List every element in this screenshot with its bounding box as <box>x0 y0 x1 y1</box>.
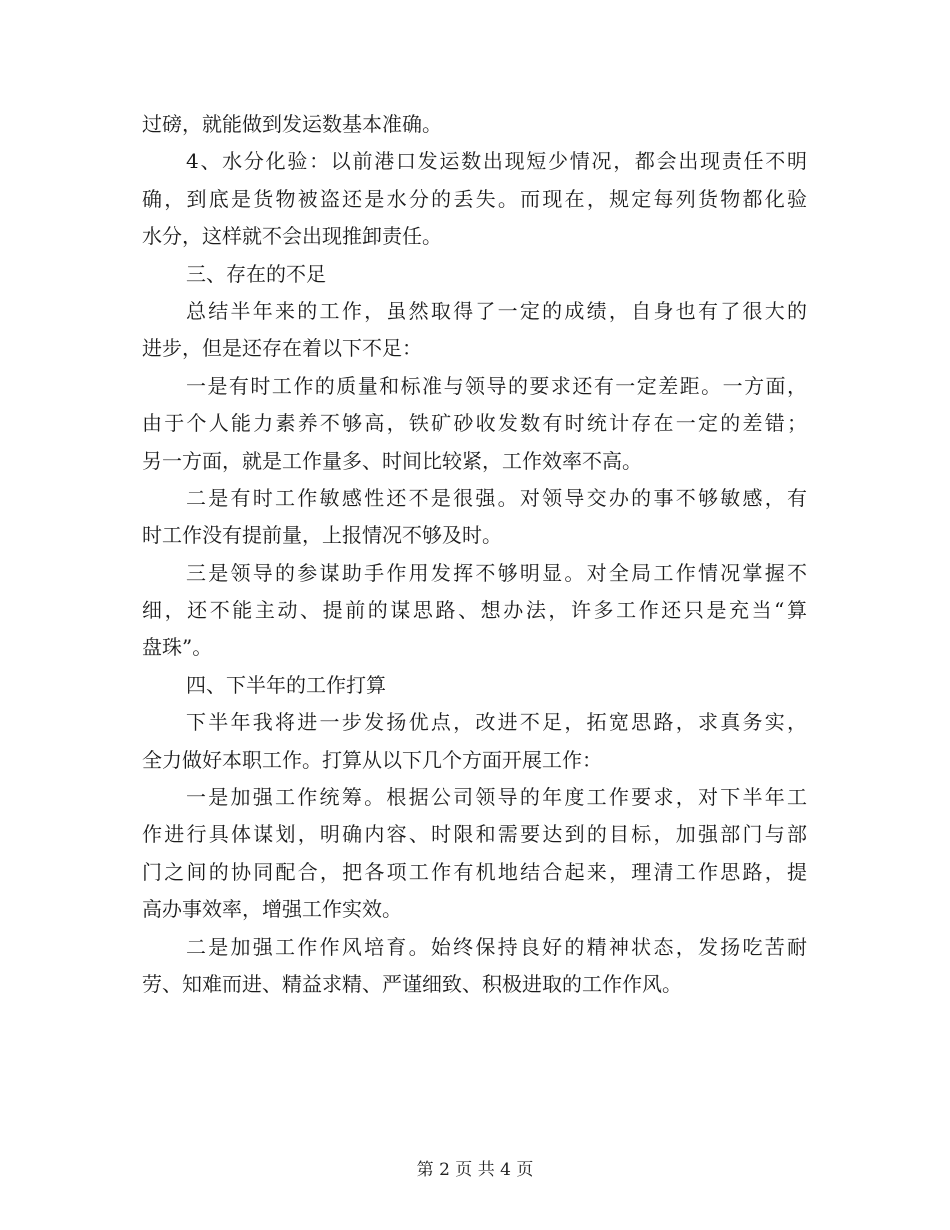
paragraph-line: 4、水分化验：以前港口发运数出现短少情况，都会出现责任不明 <box>186 149 807 174</box>
paragraph-line: 盘珠”。 <box>142 635 213 660</box>
paragraph-line: 总结半年来的工作，虽然取得了一定的成绩，自身也有了很大的 <box>186 298 807 323</box>
paragraph-line: 确，到底是货物被盗还是水分的丢失。而现在，规定每列货物都化验 <box>142 186 807 211</box>
paragraph-line: 二是加强工作作风培育。始终保持良好的精神状态，发扬吃苦耐 <box>186 934 807 959</box>
document-body <box>142 106 807 1003</box>
paragraph-line: 三是领导的参谋助手作用发挥不够明显。对全局工作情况掌握不 <box>186 560 807 585</box>
paragraph-line: 一是加强工作统筹。根据公司领导的年度工作要求，对下半年工 <box>186 785 807 810</box>
paragraph-line: 另一方面，就是工作量多、时间比较紧，工作效率不高。 <box>142 448 642 473</box>
paragraph-line: 劳、知难而进、精益求精、严谨细致、积极进取的工作作风。 <box>142 971 682 996</box>
page-number-footer: 第 2 页 共 4 页 <box>416 1160 534 1180</box>
paragraph-line: 下半年我将进一步发扬优点，改进不足，拓宽思路，求真务实， <box>186 710 807 735</box>
paragraph-line: 高办事效率，增强工作实效。 <box>142 897 402 922</box>
paragraph-line: 作进行具体谋划，明确内容、时限和需要达到的目标，加强部门与部 <box>142 822 807 847</box>
paragraph-line: 由于个人能力素养不够高，铁矿砂收发数有时统计存在一定的差错； <box>142 411 807 436</box>
paragraph-line: 进步，但是还存在着以下不足： <box>142 336 422 361</box>
paragraph-line: 水分，这样就不会出现推卸责任。 <box>142 224 442 249</box>
paragraph-line: 细，还不能主动、提前的谋思路、想办法，许多工作还只是充当“算 <box>142 598 807 623</box>
paragraph-line: 全力做好本职工作。打算从以下几个方面开展工作： <box>142 747 602 772</box>
paragraph-line: 门之间的协同配合，把各项工作有机地结合起来，理清工作思路，提 <box>142 859 807 884</box>
section-heading: 四、下半年的工作打算 <box>186 672 386 697</box>
paragraph-line: 一是有时工作的质量和标准与领导的要求还有一定差距。一方面， <box>186 373 807 398</box>
paragraph-line: 二是有时工作敏感性还不是很强。对领导交办的事不够敏感，有 <box>186 485 807 510</box>
paragraph-line: 时工作没有提前量，上报情况不够及时。 <box>142 523 502 548</box>
section-heading: 三、存在的不足 <box>186 261 326 286</box>
paragraph-line: 过磅，就能做到发运数基本准确。 <box>142 112 442 136</box>
